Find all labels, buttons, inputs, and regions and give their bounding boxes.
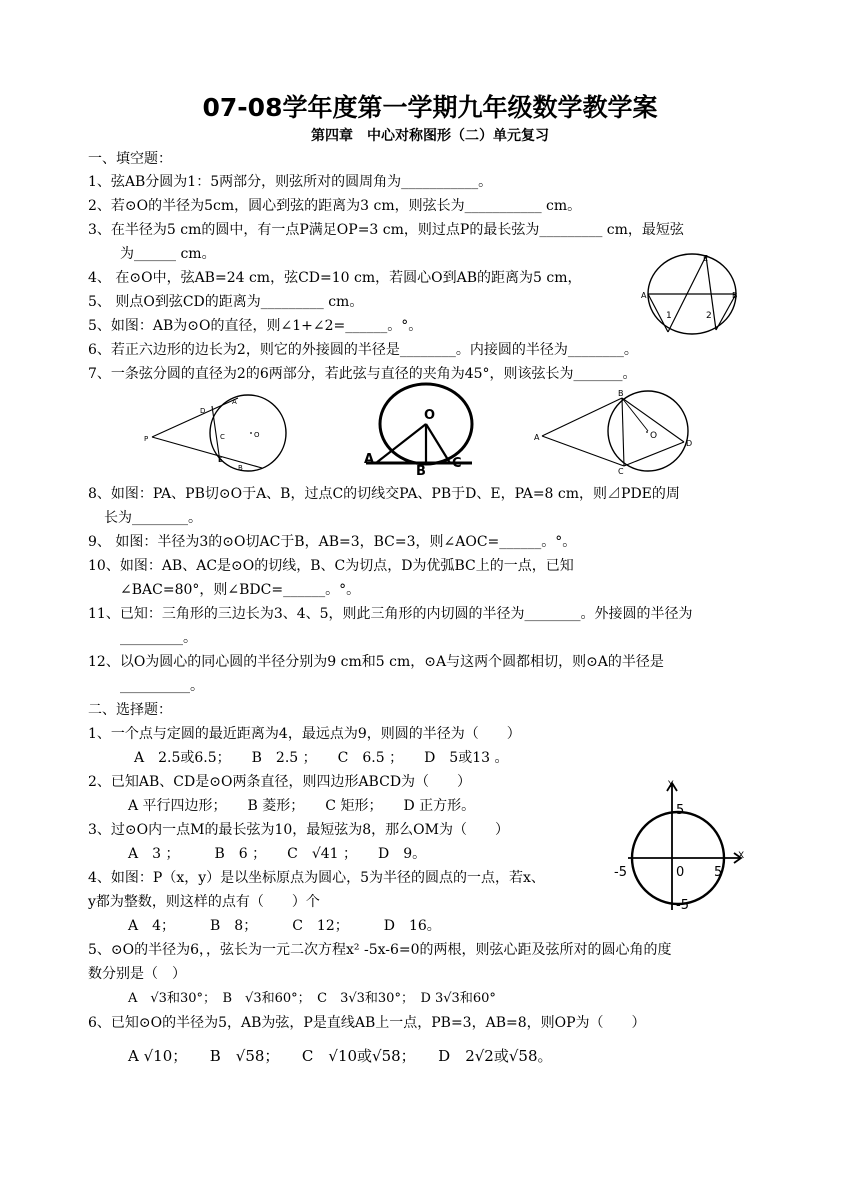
tick-label: 5 bbox=[676, 803, 685, 818]
figure-tangents-ab-ac bbox=[530, 386, 700, 476]
tick-label: 0 bbox=[676, 865, 685, 880]
point-label: O bbox=[424, 408, 436, 423]
point-label: B bbox=[732, 291, 738, 300]
question-line: 5、 则点O到弦CD的距离为_________ cm。 bbox=[88, 294, 364, 310]
tick-label: -5 bbox=[614, 865, 627, 880]
question-line: 为______ cm。 bbox=[120, 246, 216, 262]
choice-line: A 平行四边形； B 菱形； C 矩形； D 正方形。 bbox=[128, 798, 476, 814]
choice-line: A 4； B 8； C 12； D 16。 bbox=[128, 918, 441, 934]
section-heading-multiple-choice: 二、选择题： bbox=[88, 702, 172, 718]
axis-label: Y bbox=[668, 780, 674, 790]
choice-line: A √3和30°； B √3和60°； C 3√3和30°； D 3√3和60° bbox=[128, 991, 496, 1006]
question-line: _________。 bbox=[120, 630, 197, 646]
figure-tangents-pa-pb bbox=[140, 388, 300, 476]
angle-label: 1 bbox=[666, 311, 672, 321]
question-line: 9、 如图：半径为3的⊙O切AC于B，AB=3，BC=3，则∠AOC=______。°。 bbox=[88, 534, 577, 550]
question-line: y都为整数，则这样的点有（ ）个 bbox=[88, 894, 320, 910]
question-line: 3、在半径为5 cm的圆中，有一点P满足OP=3 cm，则过点P的最长弦为_________ cm，最短弦 bbox=[88, 222, 684, 238]
section-heading-fill-blank: 一、填空题： bbox=[88, 151, 172, 167]
tick-label: 5 bbox=[714, 865, 723, 880]
figure-circle-coordinate-axes bbox=[610, 778, 754, 912]
point-label: D bbox=[200, 407, 206, 415]
question-line: 6、若正六边形的边长为2，则它的外接圆的半径是________。内接圆的半径为________。 bbox=[88, 342, 638, 358]
point-label: A bbox=[364, 452, 375, 467]
angle-label: 2 bbox=[706, 311, 712, 321]
question-line: 6、已知⊙O的半径为5，AB为弦，P是直线AB上一点，PB=3，AB=8，则OP为（ ） bbox=[88, 1015, 646, 1031]
point-label: A bbox=[534, 433, 540, 442]
point-label: D bbox=[686, 439, 693, 448]
question-line: 4、 在⊙O中，弦AB=24 cm，弦CD=10 cm，若圆心O到AB的距离为5 cm， bbox=[88, 270, 582, 286]
choice-line: A √10； B √58； C √10或√58； D 2√2或√58。 bbox=[128, 1047, 553, 1065]
question-line: 11、已知：三角形的三边长为3、4、5，则此三角形的内切圆的半径为________。外接圆的半径为 bbox=[88, 606, 693, 622]
question-line: 7、一条弦分圆的直径为2的6两部分，若此弦与直径的夹角为45°，则该弦长为_______。 bbox=[88, 366, 637, 382]
question-line: 4、如图：P（x，y）是以坐标原点为圆心，5为半径的圆点的一点，若x、 bbox=[88, 870, 545, 886]
point-label: C bbox=[618, 467, 624, 476]
question-line: 长为________。 bbox=[104, 510, 202, 526]
point-label: P bbox=[144, 435, 149, 443]
point-label: A bbox=[232, 398, 237, 406]
point-label: C bbox=[452, 456, 462, 471]
question-line: 5、如图：AB为⊙O的直径，则∠1+∠2=______。°。 bbox=[88, 318, 423, 334]
question-line: 5、⊙O的半径为6，，弦长为一元二次方程x² -5x-6=0的两根，则弦心距及弦所对的圆心角的度 bbox=[88, 942, 672, 958]
question-line: 3、过⊙O内一点M的最长弦为10，最短弦为8，那么OM为（ ） bbox=[88, 822, 509, 838]
point-label: B bbox=[416, 464, 426, 479]
choice-line: A 3 ； B 6 ； C √41 ； D 9。 bbox=[128, 846, 427, 862]
point-label: B bbox=[238, 464, 243, 472]
point-label: E bbox=[703, 254, 709, 263]
question-line: 10、如图：AB、AC是⊙O的切线，B、C为切点，D为优弧BC上的一点，已知 bbox=[88, 558, 574, 574]
question-line: ∠BAC=80°，则∠BDC=______。°。 bbox=[120, 582, 361, 598]
question-line: 数分别是（ ） bbox=[88, 966, 186, 982]
page-subtitle: 第四章 中心对称图形（二）单元复习 bbox=[311, 128, 549, 144]
point-label: C bbox=[220, 433, 225, 441]
page-title: 07-08学年度第一学期九年级数学教学案 bbox=[202, 93, 658, 122]
question-line: 1、弦AB分圆为1：5两部分，则弦所对的圆周角为___________。 bbox=[88, 174, 493, 190]
question-line: 2、已知AB、CD是⊙O两条直径，则四边形ABCD为（ ） bbox=[88, 774, 472, 790]
figure-circle-diameter-angles bbox=[640, 252, 750, 338]
point-label: O bbox=[254, 431, 260, 439]
figure-circle-tangent-ac bbox=[356, 384, 486, 479]
tick-label: -5 bbox=[676, 898, 689, 913]
question-line: 2、若⊙O的半径为5cm，圆心到弦的距离为3 cm，则弦长为___________ cm。 bbox=[88, 198, 582, 214]
question-line: 12、以O为圆心的同心圆的半径分别为9 cm和5 cm，⊙A与这两个圆都相切，则⊙A的半径是 bbox=[88, 654, 664, 670]
point-label: A bbox=[641, 291, 647, 300]
point-label: B bbox=[618, 389, 624, 398]
axis-label: X bbox=[738, 851, 745, 861]
question-line: 1、一个点与定圆的最近距离为4，最远点为9，则圆的半径为（ ） bbox=[88, 726, 521, 742]
point-label: O bbox=[650, 431, 658, 441]
choice-line: A 2.5或6.5； B 2.5 ； C 6.5 ； D 5或13 。 bbox=[134, 750, 509, 766]
question-line: __________。 bbox=[120, 678, 204, 694]
question-line: 8、如图：PA、PB切⊙O于A、B，过点C的切线交PA、PB于D、E，PA=8 cm，则⊿PDE的周 bbox=[88, 486, 680, 502]
point-label: E bbox=[218, 456, 223, 464]
